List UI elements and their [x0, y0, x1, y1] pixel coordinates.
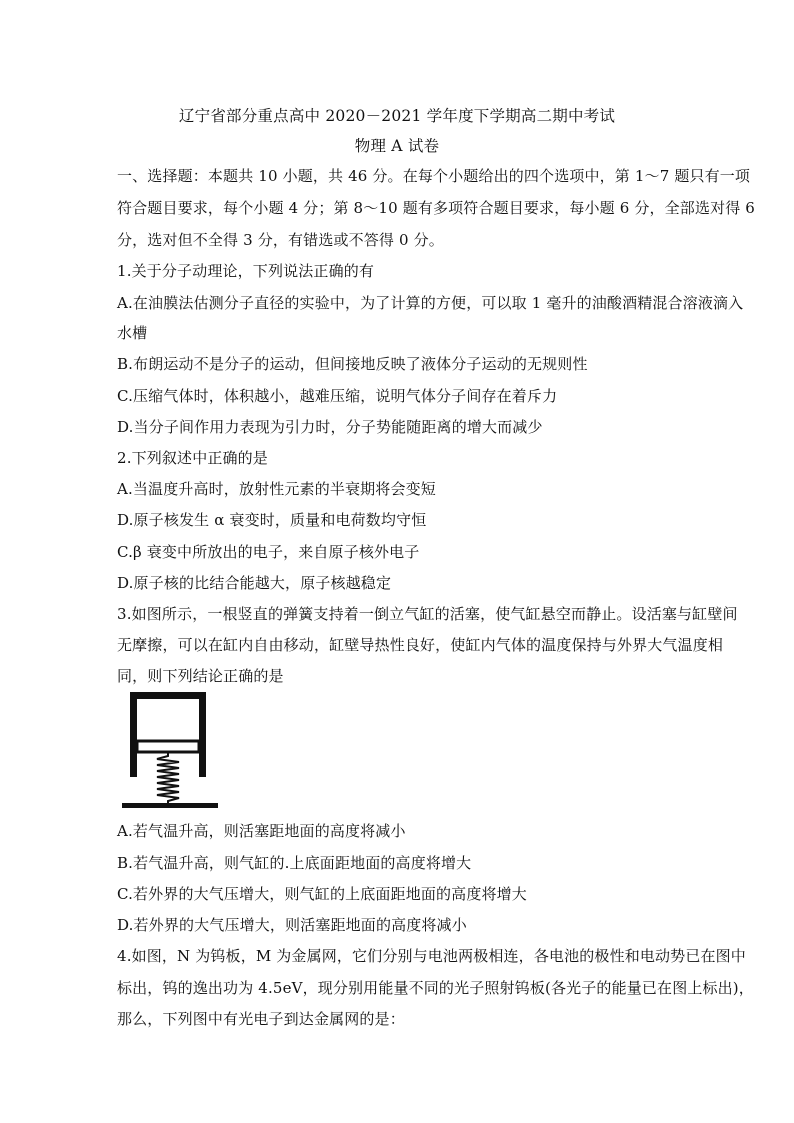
question-3-option-c: C.若外界的大气压增大，则气缸的上底面距地面的高度将增大 [117, 885, 527, 903]
question-1-option-c: C.压缩气体时，体积越小，越难压缩，说明气体分子间存在着斥力 [117, 387, 558, 405]
question-2-stem: 2.下列叙述中正确的是 [117, 449, 268, 467]
question-3-stem: 同，则下列结论正确的是 [117, 667, 284, 685]
question-2-option-a: A.当温度升高时，放射性元素的半衰期将会变短 [117, 480, 436, 498]
piston [137, 741, 199, 752]
section-intro-line: 符合题目要求，每个小题 4 分；第 8～10 题有多项符合题目要求，每小题 6 分，全部选对得 6 [117, 199, 755, 217]
question-1-option-a-cont: 水槽 [117, 324, 148, 342]
question-3-stem: 3.如图所示，一根竖直的弹簧支持着一倒立气缸的活塞，使气缸悬空而静止。设活塞与缸壁间 [117, 605, 738, 623]
question-1-option-a: A.在油膜法估测分子直径的实验中，为了计算的方便，可以取 1 毫升的油酸酒精混合溶液滴入 [117, 294, 744, 312]
cylinder-left-wall [130, 692, 137, 777]
question-4-stem: 4.如图，N 为钨板，M 为金属网，它们分别与电池两极相连，各电池的极性和电动势已在图中 [117, 947, 746, 965]
question-3-option-a: A.若气温升高，则活塞距地面的高度将减小 [117, 822, 406, 840]
cylinder-right-wall [199, 692, 206, 777]
question-4-stem: 标出，钨的逸出功为 4.5eV，现分别用能量不同的光子照射钨板(各光子的能量已在图上标出)， [117, 979, 754, 997]
exam-title: 辽宁省部分重点高中 2020－2021 学年度下学期高二期中考试 [178, 107, 616, 125]
question-2-option-b: D.原子核发生 α 衰变时，质量和电荷数均守恒 [117, 511, 427, 529]
section-intro-line: 一、选择题：本题共 10 小题，共 46 分。在每个小题给出的四个选项中，第 1～7 题只有一项 [117, 167, 751, 185]
exam-subtitle: 物理 A 试卷 [354, 137, 440, 155]
ground-line [122, 803, 218, 808]
question-1-stem: 1.关于分子动理论，下列说法正确的有 [117, 262, 375, 280]
question-1-option-d: D.当分子间作用力表现为引力时，分子势能随距离的增大而减少 [117, 418, 543, 436]
question-1-option-b: B.布朗运动不是分子的运动，但间接地反映了液体分子运动的无规则性 [117, 355, 588, 373]
question-2-option-c: C.β 衰变中所放出的电子，来自原子核外电子 [117, 543, 420, 561]
question-3-option-b: B.若气温升高，则气缸的.上底面距地面的高度将增大 [117, 854, 472, 872]
question-4-stem: 那么，下列图中有光电子到达金属网的是： [117, 1010, 405, 1028]
cylinder-spring-diagram [118, 686, 222, 812]
question-3-stem: 无摩擦，可以在缸内自由移动，缸壁导热性良好，使缸内气体的温度保持与外界大气温度相 [117, 636, 724, 654]
section-intro-line: 分，选对但不全得 3 分，有错选或不答得 0 分。 [117, 231, 444, 249]
spring [157, 752, 179, 803]
cylinder-top-wall [130, 692, 206, 699]
cylinder-spring-figure [118, 686, 222, 812]
question-3-option-d: D.若外界的大气压增大，则活塞距地面的高度将减小 [117, 916, 467, 934]
question-2-option-d: D.原子核的比结合能越大，原子核越稳定 [117, 574, 392, 592]
